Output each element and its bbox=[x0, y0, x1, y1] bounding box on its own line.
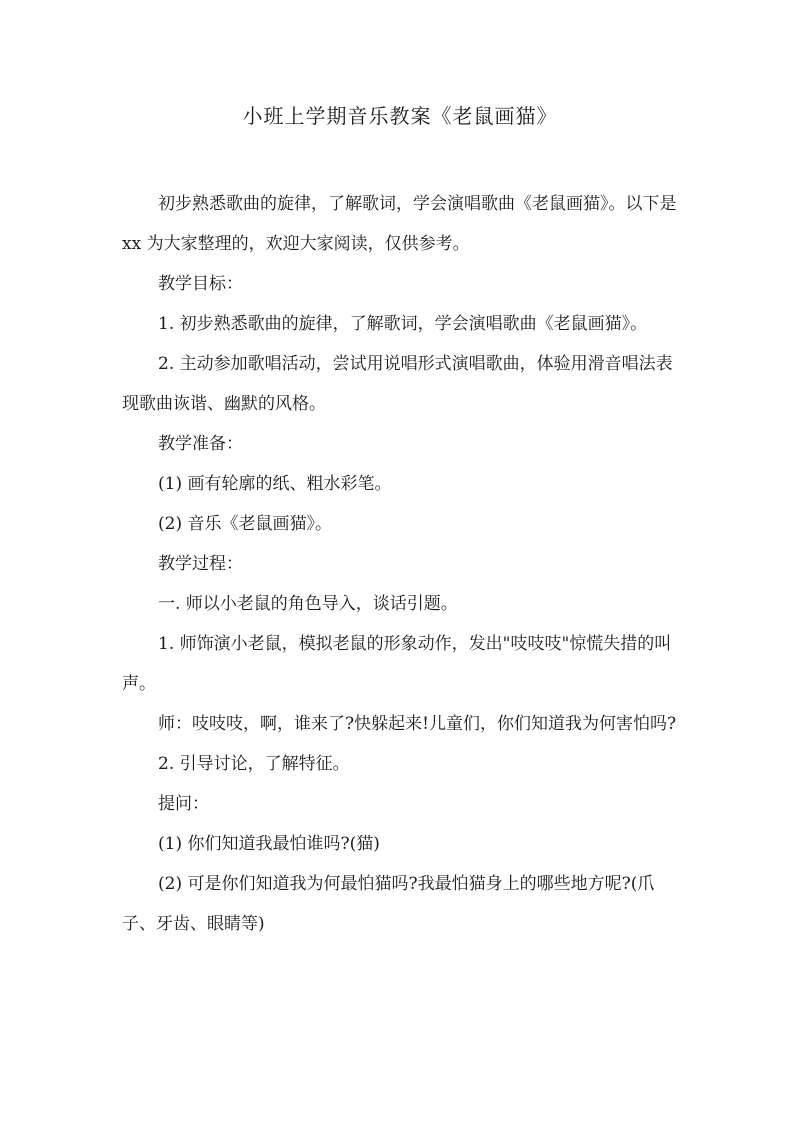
document-title: 小班上学期音乐教案《老鼠画猫》 bbox=[242, 104, 558, 128]
preparation-item-1: (1) 画有轮廓的纸、粗水彩笔。 bbox=[158, 474, 392, 494]
section-heading-objectives: 教学目标： bbox=[158, 274, 243, 294]
objective-item-2: 2. 主动参加歌唱活动，尝试用说唱形式演唱歌曲，体验用滑音唱法表现歌曲诙谐、幽默的风格。 bbox=[122, 354, 673, 414]
question-heading: 提问： bbox=[158, 794, 209, 814]
teacher-dialogue: 师：吱吱吱，啊，谁来了?快躲起来!儿童们，你们知道我为何害怕吗? bbox=[158, 714, 677, 734]
section-heading-process: 教学过程： bbox=[158, 554, 243, 574]
process-step-1: 一. 师以小老鼠的角色导入，谈话引题。 bbox=[158, 594, 458, 614]
section-heading-preparation: 教学准备： bbox=[158, 434, 243, 454]
preparation-item-2: (2) 音乐《老鼠画猫》。 bbox=[158, 514, 332, 534]
document-body bbox=[122, 184, 682, 944]
process-substep-1: 1. 师饰演小老鼠，模拟老鼠的形象动作，发出"吱吱吱"惊慌失措的叫声。 bbox=[122, 634, 672, 694]
process-substep-2: 2. 引导讨论，了解特征。 bbox=[158, 754, 350, 774]
question-item-1: (1) 你们知道我最怕谁吗?(猫) bbox=[158, 834, 380, 854]
question-item-2: (2) 可是你们知道我为何最怕猫吗?我最怕猫身上的哪些地方呢?(爪子、牙齿、眼睛等) bbox=[122, 874, 655, 934]
objective-item-1: 1. 初步熟悉歌曲的旋律，了解歌词，学会演唱歌曲《老鼠画猫》。 bbox=[158, 314, 648, 334]
intro-paragraph: 初步熟悉歌曲的旋律，了解歌词，学会演唱歌曲《老鼠画猫》。以下是 xx 为大家整理的，欢迎大家阅读，仅供参考。 bbox=[122, 194, 677, 254]
